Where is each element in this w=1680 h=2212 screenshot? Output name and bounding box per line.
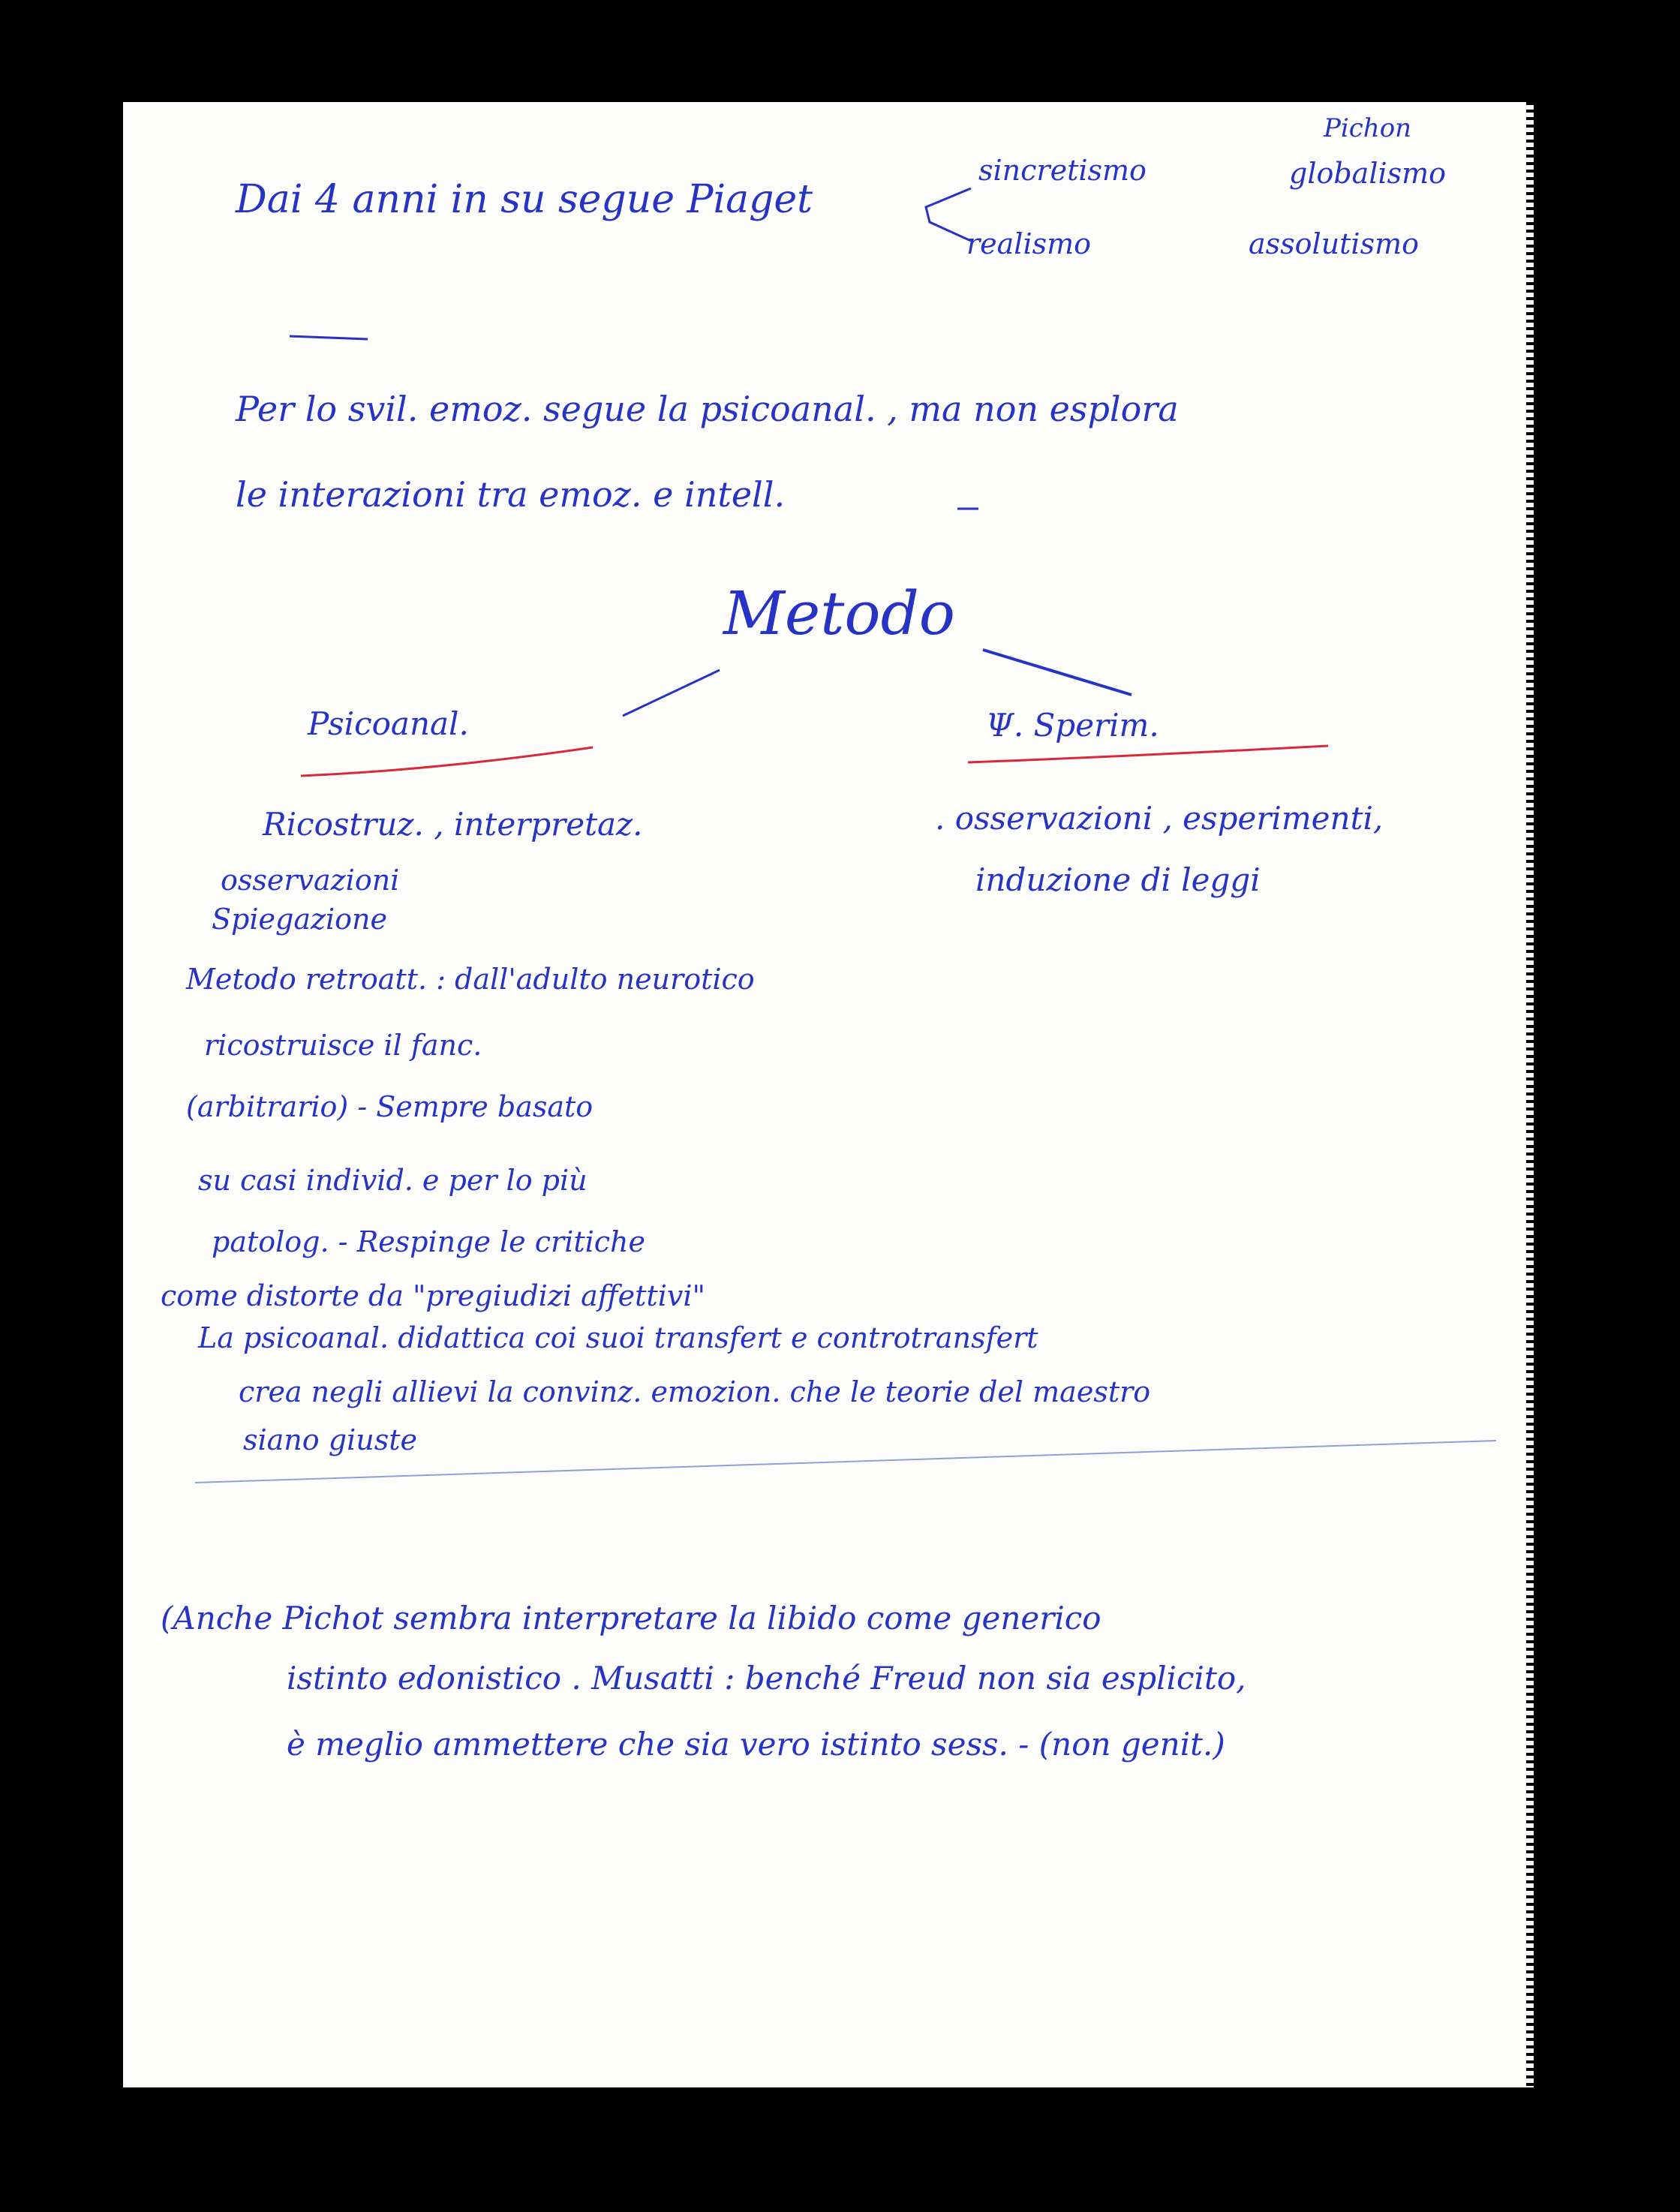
block-line-5: patolog. - Respinge le critiche — [212, 1225, 645, 1258]
left-item-2: osservazioni — [221, 864, 400, 897]
left-item-3: Spiegazione — [212, 903, 387, 936]
right-top: globalismo — [1289, 157, 1447, 190]
heading-metodo: Metodo — [723, 579, 955, 648]
block-line-2: ricostruisce il fanc. — [204, 1029, 482, 1062]
line-2: Per lo svil. emoz. segue la psicoanal. , ma non esplora — [236, 389, 1179, 429]
branch-line-left — [623, 670, 720, 716]
right-item-2: induzione di leggi — [975, 861, 1261, 898]
dash-mark — [290, 336, 368, 339]
block-line-7: La psicoanal. didattica coi suoi transfert e controtransfert — [198, 1321, 1038, 1354]
branch-bottom: realismo — [966, 227, 1092, 260]
block-line-4: su casi individ. e per lo più — [198, 1164, 588, 1197]
note-sheet — [123, 102, 1534, 2087]
final-line-3: è meglio ammettere che sia vero istinto sess. - (non genit.) — [287, 1726, 1225, 1763]
block-line-3: (arbitrario) - Sempre basato — [186, 1090, 594, 1123]
left-item-1: Ricostruz. , interpretaz. — [263, 806, 643, 843]
right-branch-title: Ψ. Sperim. — [986, 707, 1159, 744]
right-item-1: . osservazioni , esperimenti, — [935, 800, 1384, 837]
block-line-1: Metodo retroatt. : dall'adulto neurotico — [186, 963, 755, 996]
red-underline-left — [301, 747, 593, 776]
line-3: le interazioni tra emoz. e intell. — [236, 474, 786, 515]
line-1-main: Dai 4 anni in su segue Piaget — [236, 177, 813, 222]
right-bottom: assolutismo — [1249, 227, 1419, 260]
left-branch-title: Psicoanal. — [308, 705, 469, 742]
branch-top: sincretismo — [978, 154, 1147, 187]
right-label: Pichon — [1324, 113, 1412, 143]
block-line-8: crea negli allievi la convinz. emozion. che le teorie del maestro — [239, 1375, 1151, 1408]
red-underline-right — [968, 746, 1328, 762]
block-line-9: siano giuste — [243, 1423, 417, 1456]
final-line-2: istinto edonistico . Musatti : benché Freud non sia esplicito, — [287, 1660, 1246, 1697]
bracket-mark — [926, 188, 971, 241]
final-line-1: (Anche Pichot sembra interpretare la libido come generico — [161, 1600, 1101, 1636]
branch-line-right — [983, 650, 1132, 695]
block-line-6: come distorte da "pregiudizi affettivi" — [161, 1279, 705, 1312]
